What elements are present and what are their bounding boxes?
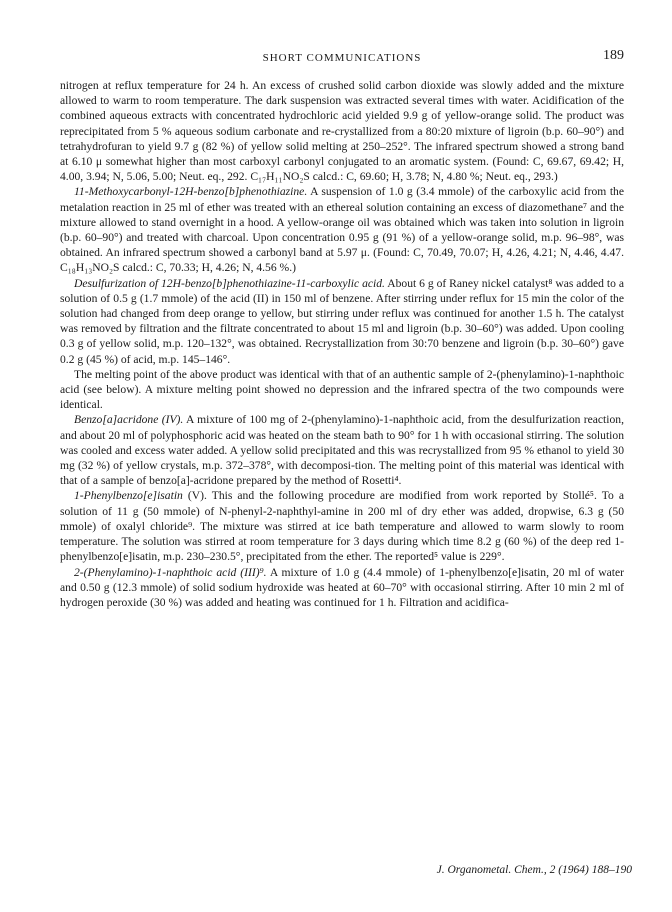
paragraph-desulfurization: [60, 276, 624, 367]
section-heading-benzoacridone: Benzo[a]acridone (IV).: [74, 413, 184, 427]
paragraph-text: A mixture of 1.0 g (4.4 mmole) of 1-phenylbenzo[e]isatin, 20 ml of water and 0.50 g (12.3 mmole) of solid sodium hydroxide was heated at 60–70° with occasional stirring. After 10 min 2 ml of hydrogen peroxide (30 %) was added and heating was continued for 1 h. Filtration and acidifica-: [60, 565, 624, 609]
page-header: [60, 48, 624, 68]
paragraph-text: About 6 g of Raney nickel catalyst⁸ was added to a solution of 0.5 g (1.7 mmole) of the acid (II) in 150 ml of benzene. After stirring under reflux for 15 min the color of the solution had changed from deep orange to yellow, but stirring under reflux was continued for another 1.5 h. The catalyst was removed by filtration and the filtrate concentrated to about 15 ml and ligroin (b.p. 30–60°) was added. Upon cooling 0.3 g of yellow solid, m.p. 120–132°, was obtained. Recrystallization from 30:70 benzene and ligroin (b.p. 30–60°) gave 0.2 g (45 %) of acid, m.p. 145–146°.: [60, 276, 624, 366]
paragraph-text: A suspension of 1.0 g (3.4 mmole) of the carboxylic acid from the metalation reaction in 25 ml of ether was treated with an ethereal solution containing an excess of diazomethane⁷ and the mixture allowed to stand overnight in a hood. A yellow-orange oil was obtained which was taken into solution in ligroin (b.p. 60–90°) and treated with charcoal. Upon concentration 0.95 g (91 %) of a yellow-orange solid, m.p. 96–98°, was obtained. An infrared spectrum showed a carbonyl band at 5.97 μ. (Found: C, 70.49, 70.07; H, 4.26, 4.21; N, 4.46, 4.47. C₁₈H₁₃NO₂S calcd.: C, 70.33; H, 4.26; N, 4.56 %.): [60, 185, 624, 275]
paper-page: [60, 48, 624, 610]
article-body: [60, 78, 624, 610]
paragraph-benzoacridone: [60, 412, 624, 488]
paragraph-naphthoic-acid: [60, 565, 624, 611]
section-heading-methoxycarbonyl: 11-Methoxycarbonyl-12H-benzo[b]phenothiazine.: [74, 185, 308, 199]
section-heading-naphthoic-acid: 2-(Phenylamino)-1-naphthoic acid (III)⁹.: [74, 565, 267, 579]
paragraph-phenylbenzoisatin: [60, 488, 624, 564]
page-number: 189: [603, 48, 624, 63]
section-heading-phenylbenzoisatin: 1-Phenylbenzo[e]isatin: [74, 489, 183, 503]
journal-citation: J. Organometal. Chem., 2 (1964) 188–190: [436, 864, 632, 876]
paragraph-melting-point: The melting point of the above product was identical with that of an authentic sample of 2-(phenylamino)-1-naphthoic acid (see below). A mixture melting point showed no depression and the infrared spectra of the two compounds were identical.: [60, 367, 624, 412]
paragraph-text: A mixture of 100 mg of 2-(phenylamino)-1-naphthoic acid, from the desulfurization reaction, and about 20 ml of polyphosphoric acid was heated on the steam bath to 90° for 1 h with occasional stirring. The solution was cooled and excess water added. A yellow solid precipitated and this was recrystallized from 95 % ethanol to yield 30 mg (32 %) of yellow crystals, m.p. 372–378°, with decomposi-tion. The melting point of this material was identical with that of a sample of benzo[a]-acridone prepared by the method of Rosetti⁴.: [60, 413, 624, 488]
section-heading-desulfurization: Desulfurization of 12H-benzo[b]phenothiazine-11-carboxylic acid.: [74, 276, 385, 290]
paragraph-methoxycarbonyl: [60, 184, 624, 275]
paragraph-text: (V). This and the following procedure are modified from work reported by Stollé⁵. To a solution of 11 g (50 mmole) of N-phenyl-2-naphthyl-amine in 200 ml of dry ether was added, dropwise, 6.3 g (50 mmole) of oxalyl chloride⁹. The mixture was stirred at ice bath temperature and allowed to warm slowly to room temperature. The solution was stirred at room temperature for 3 days during which time 8.2 g (60 %) of the deep red 1-phenylbenzo[e]isatin, m.p. 230–230.5°, precipitated from the ether. The reported⁵ value is 229°.: [60, 489, 624, 564]
running-title: SHORT COMMUNICATIONS: [262, 52, 422, 64]
paragraph-continuation: nitrogen at reflux temperature for 24 h. An excess of crushed solid carbon dioxide was slowly added and the mixture allowed to warm to room temperature. The dark suspension was extracted several times with water. Acidification of the combined aqueous extracts with concentrated hydrochloric acid yielded 9.9 g of yellow-orange solid. The product was reprecipitated from 5 % aqueous sodium carbonate and re-crystallized from a 80:20 mixture of ligroin (b.p. 60–90°) and tetrahydrofuran to yield 9.7 g (82 %) of yellow solid melting at 250–252°. The infrared spectrum showed a strong band at 6.10 μ somewhat higher than most carboxyl carbonyl conjugated to an aromatic system. (Found: C, 69.67, 69.42; H, 4.00, 3.94; N, 5.06, 5.00; Neut. eq., 292. C₁₇H₁₁NO₂S calcd.: C, 69.60; H, 3.78; N, 4.80 %; Neut. eq., 293.): [60, 79, 624, 184]
